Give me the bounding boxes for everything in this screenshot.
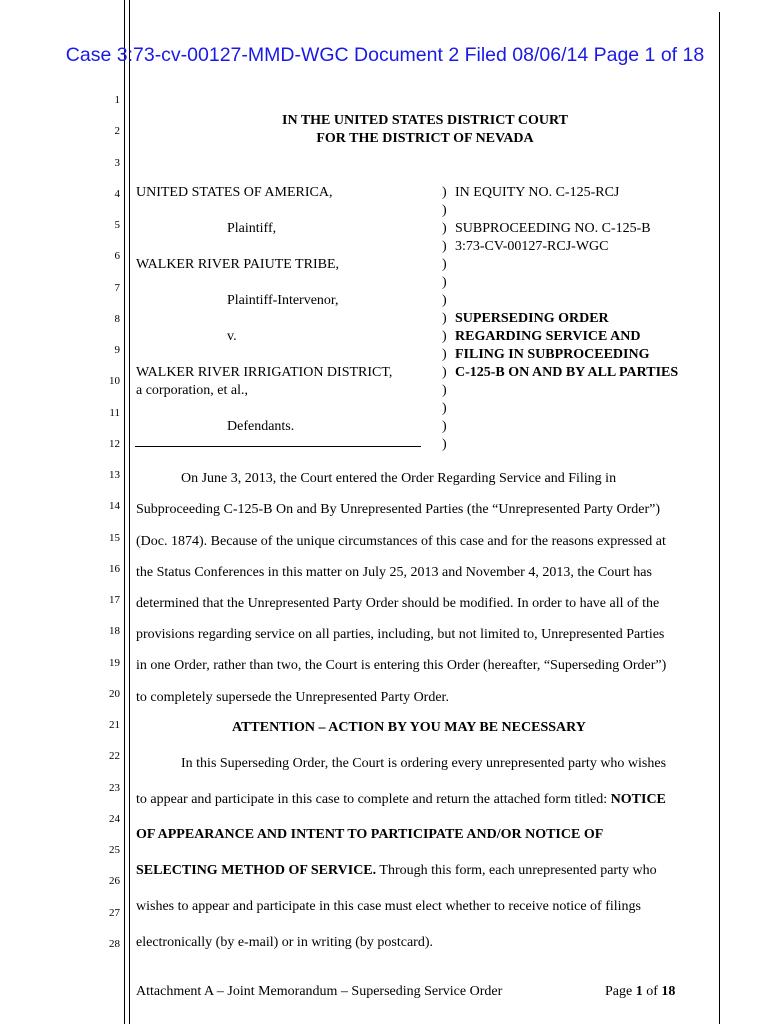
body-line: provisions regarding service on all parties, including, but not limited to, Unrepresented Parties [136,627,665,642]
body-line: In this Superseding Order, the Court is ordering every unrepresented party who wishes [181,756,667,771]
body-line: On June 3, 2013, the Court entered the Order Regarding Service and Filing in [181,471,617,486]
body-line: in one Order, rather than two, the Court is entering this Order (hereafter, “Superseding Order”) [136,658,667,673]
footer-attachment: Attachment A – Joint Memorandum – Superseding Service Order [136,984,503,999]
caption-paren: ) [442,257,447,272]
line-number: 14 [109,500,120,512]
footer-page [605,983,675,1000]
page-total: 18 [661,984,676,999]
line-number: 23 [109,782,120,794]
order-title-line2: REGARDING SERVICE AND [455,329,641,344]
attention-heading: ATTENTION – ACTION BY YOU MAY BE NECESSARY [232,720,586,735]
caption-paren: ) [442,311,447,326]
line-number: 8 [114,313,120,325]
line-number: 26 [109,875,120,887]
caption-paren: ) [442,239,447,254]
caption-defendant-role: Defendants. [227,419,295,434]
line-number: 12 [109,438,120,450]
body-text: to appear and participate in this case to complete and return the attached form titled: [136,792,611,807]
body-line: determined that the Unrepresented Party Order should be modified. In order to have all of the [136,596,660,611]
body-line: electronically (by e-mail) or in writing (by postcard). [136,935,434,950]
caption-intervenor-role: Plaintiff-Intervenor, [227,293,339,308]
caption-paren: ) [442,347,447,362]
right-margin-rule [719,12,720,1024]
caption-paren: ) [442,383,447,398]
caption-paren: ) [442,329,447,344]
page-number: 1 [635,984,643,999]
caption-paren: ) [442,293,447,308]
court-title-line2: FOR THE DISTRICT OF NEVADA [316,131,534,146]
line-number: 19 [109,657,120,669]
line-number: 7 [114,282,120,294]
filing-header: Case 3:73-cv-00127-MMD-WGC Document 2 Filed 08/06/14 Page 1 of 18 [65,44,705,66]
page-prefix: Page [605,984,636,999]
line-number: 28 [109,938,120,950]
line-number: 27 [109,907,120,919]
line-number: 9 [114,344,120,356]
body-line: to completely supersede the Unrepresented Party Order. [136,690,449,705]
line-number: 15 [109,532,120,544]
caption-paren: ) [442,203,447,218]
page-of: of [642,984,662,999]
left-margin-rule-2 [129,0,130,1024]
body-text: Through this form, each unrepresented party who [376,863,657,878]
caption-paren: ) [442,419,447,434]
order-title-line3: FILING IN SUBPROCEEDING [455,347,650,362]
form-title-bold: SELECTING METHOD OF SERVICE. [136,863,377,878]
order-title-line1: SUPERSEDING ORDER [455,311,609,326]
line-number: 6 [114,250,120,262]
body-line [136,791,666,808]
caption-versus: v. [227,329,237,344]
form-title-bold: NOTICE [610,792,666,807]
line-number: 25 [109,844,120,856]
caption-defendant-line1: WALKER RIVER IRRIGATION DISTRICT, [136,365,393,380]
caption-paren: ) [442,275,447,290]
line-number: 10 [109,375,120,387]
line-number: 11 [109,407,120,419]
caption-paren: ) [442,437,447,452]
caption-plaintiff-role: Plaintiff, [227,221,277,236]
line-number: 22 [109,750,120,762]
caption-defendant-line2: a corporation, et al., [136,383,248,398]
line-number: 1 [114,94,120,106]
line-number: 24 [109,813,120,825]
subproceeding-number: SUBPROCEEDING NO. C-125-B [455,221,651,236]
caption-paren: ) [442,365,447,380]
court-title-line1: IN THE UNITED STATES DISTRICT COURT [282,113,568,128]
caption-paren: ) [442,401,447,416]
equity-number: IN EQUITY NO. C-125-RCJ [455,185,620,200]
case-number: 3:73-CV-00127-RCJ-WGC [455,239,609,254]
line-number: 13 [109,469,120,481]
line-number: 20 [109,688,120,700]
body-line: (Doc. 1874). Because of the unique circumstances of this case and for the reasons expressed at [136,534,666,549]
left-margin-rule-1 [124,0,125,1024]
body-line: the Status Conferences in this matter on July 25, 2013 and November 4, 2013, the Court has [136,565,652,580]
line-number: 21 [109,719,120,731]
line-number: 18 [109,625,120,637]
body-line [136,862,657,879]
line-number: 17 [109,594,120,606]
line-number: 16 [109,563,120,575]
line-number: 2 [114,125,120,137]
caption-intervenor: WALKER RIVER PAIUTE TRIBE, [136,257,339,272]
form-title-bold: OF APPEARANCE AND INTENT TO PARTICIPATE AND/OR NOTICE OF [136,827,604,842]
caption-plaintiff: UNITED STATES OF AMERICA, [136,185,333,200]
line-number: 3 [114,157,120,169]
caption-paren: ) [442,221,447,236]
line-number: 4 [114,188,120,200]
order-title-line4: C-125-B ON AND BY ALL PARTIES [455,365,679,380]
caption-underline [135,446,421,447]
body-line: wishes to appear and participate in this case must elect whether to receive notice of filings [136,899,641,914]
line-number: 5 [114,219,120,231]
caption-paren: ) [442,185,447,200]
body-line: Subproceeding C-125-B On and By Unrepresented Parties (the “Unrepresented Party Order”) [136,502,661,517]
